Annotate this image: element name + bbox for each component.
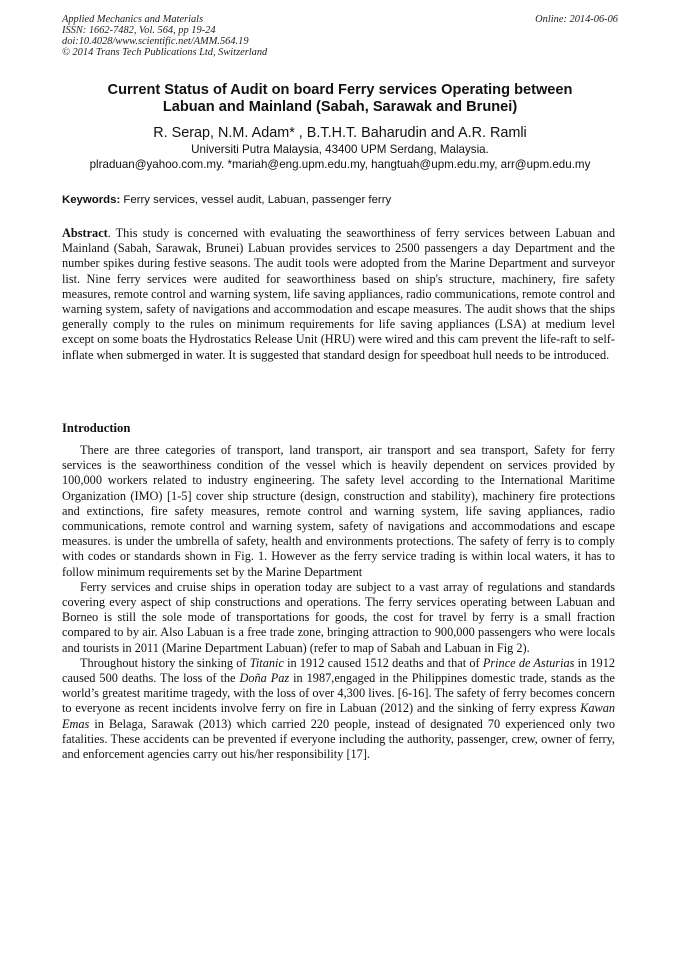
- introduction-body: [62, 443, 615, 762]
- keywords: [62, 193, 618, 207]
- copyright: © 2014 Trans Tech Publications Ltd, Switzerland: [62, 47, 268, 58]
- affiliation: Universiti Putra Malaysia, 43400 UPM Serdang, Malaysia.: [191, 143, 489, 156]
- journal-name: Applied Mechanics and Materials: [62, 14, 204, 25]
- p3-text-2: in 1912 caused 1512 deaths and that of: [283, 655, 483, 670]
- issn: ISSN: 1662-7482, Vol. 564, pp 19-24: [62, 25, 216, 36]
- ship-name-prince-de-asturias: Prince de Asturias: [482, 655, 575, 670]
- author-emails: plraduan@yahoo.com.my. *mariah@eng.upm.edu.my, hangtuah@upm.edu.my, arr@upm.edu.my: [89, 158, 591, 171]
- online-date: Online: 2014-06-06: [535, 14, 618, 25]
- ship-name-kawan-emas: Kawan Emas: [62, 701, 615, 731]
- introduction-paragraph-3: [62, 656, 615, 762]
- paper-title-line-2: Labuan and Mainland (Sabah, Sarawak and Brunei): [162, 99, 518, 115]
- doi: doi:10.4028/www.scientific.net/AMM.564.19: [62, 36, 249, 47]
- introduction-paragraph-2: Ferry services and cruise ships in operation today are subject to a vast array of regulations and standards covering every aspect of ship constructions and operations. The ferry services operating between Labuan and Borneo is still the sole mode of transportations for goods, the cost for travel by ferry is a small fraction compared to by air. Also Labuan is a free trade zone, bringing attraction to 900,000 passengers who were locals and tourists in 2011 (Marine Department Labuan) (refer to map of Sabah and Labuan in Fig 2).: [62, 579, 615, 655]
- journal-header: [62, 14, 618, 58]
- author-list: R. Serap, N.M. Adam* , B.T.H.T. Baharudin and A.R. Ramli: [153, 125, 527, 141]
- abstract-label: Abstract: [62, 226, 108, 240]
- paper-title: [62, 82, 618, 116]
- p3-text-1: Throughout history the sinking of: [80, 655, 250, 670]
- keywords-text: Ferry services, vessel audit, Labuan, passenger ferry: [120, 194, 392, 206]
- paper-title-line-1: Current Status of Audit on board Ferry services Operating between: [107, 82, 573, 98]
- introduction-paragraph-1: There are three categories of transport, land transport, air transport and sea transport, Safety for ferry services is the seaworthiness condition of the vessel which is heavily dependent on services provided by 100,000 workers related to industry engineering. The safety level according to the International Maritime Organization (IMO) [1-5] cover ship structure (design, construction and stability), machinery fire protections and extinctions, fire safety measures, remote control and warning system, life saving appliances, radio communications, remote control and warning system, safety of navigations and accommodations and escape measures. is under the umbrella of safety, health and environments protections. The safety of ferry is to comply with codes or standards shown in Fig. 1. However as the ferry service trading is within local waters, it has to follow minimum requirements set by the Marine Department: [62, 443, 615, 579]
- abstract: [62, 226, 615, 363]
- section-heading-introduction: Introduction: [62, 421, 131, 435]
- ship-name-dona-paz: Doña Paz: [239, 671, 290, 686]
- p3-text-3: in 1912 caused 500 deaths. The loss of the: [62, 655, 615, 686]
- p3-text-5: in Belaga, Sarawak (2013) which carried 220 people, instead of designated 70 experienced only two fatalities. These accidents can be prevented if everyone including the authority, passenger, crew, owner of ferry, and enforcement agencies carry out his/her responsibility [17].: [62, 716, 615, 762]
- abstract-text: . This study is concerned with evaluating the seaworthiness of ferry services between Labuan and Mainland (Sabah, Sarawak, Brunei) Labuan provides services to 2500 passengers a day Department and the number spikes during festive seasons. The audit tools were adopted from the Marine Department and surveyor list. Nine ferry services were audited for seaworthiness based on ship's structure, machinery, fire safety measures, remote control and warning system, life saving appliances, radio communications, remote control and warning system, safety of navigations and accommodation and escape measures. The audit shows that the ships generally comply to the rules on minimum requirements for life saving appliances (LSA) at medium level except on some boats the Hydrostatics Release Unit (HRU) were wired and this cam prevent the life-raft to self-inflate when submerged in water. It is suggested that standard design for speedboat hull needs to be introduced.: [62, 226, 615, 362]
- keywords-label: Keywords:: [62, 194, 121, 206]
- p3-text-4: in 1987,engaged in the Philippines domestic trade, stands as the world’s greatest maritime tragedy, with the loss of over 4,300 lives. [6-16]. The safety of ferry becomes concern to everyone as recent incidents involve ferry on fire in Labuan (2012) and the sinking of ferry express: [62, 671, 615, 716]
- ship-name-titanic: Titanic: [249, 655, 284, 670]
